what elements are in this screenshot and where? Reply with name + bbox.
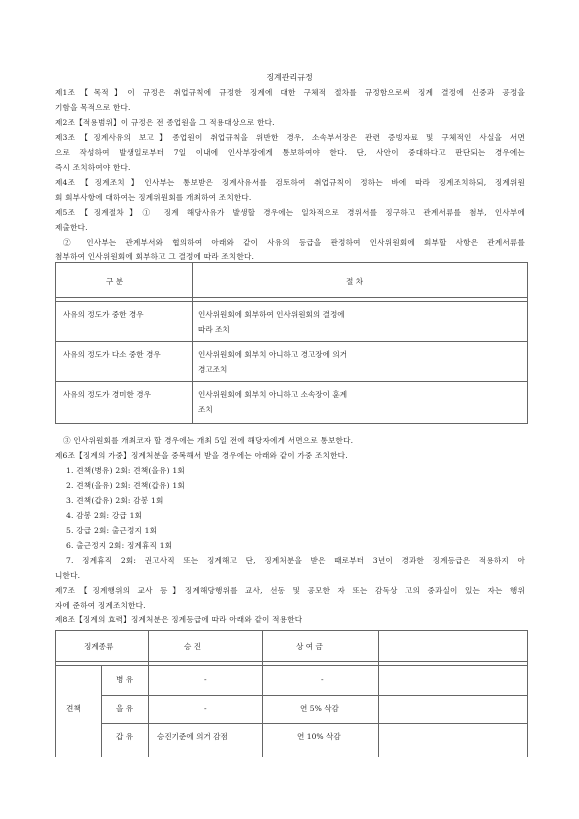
article-5-item-2-line-1: ② 인사부는 관계부서와 협의하여 아래와 같이 사유의 등급을 판정하여 인사위원회에 회부할 사항은 관계서류를 — [63, 238, 525, 247]
article-6: 제6조【징계의 가중】징계처분을 중복해서 받을 경우에는 아래와 같이 가중 조치한다. — [55, 451, 348, 460]
article-5-line-1: 제5조【징계절차】① 징계 해당사유가 발생할 경우에는 일차적으로 경위서를 징구하고 관계서류를 첨부, 인사부에 — [55, 208, 525, 217]
article-3-line-3: 즉시 조치하여야 한다. — [55, 163, 131, 172]
aggravation-item-4: 4. 감봉 2회: 강급 1회 — [66, 511, 143, 520]
article-4-line-2: 회 회부사항에 대하여는 징계위원회를 개최하여 조치한다. — [55, 193, 252, 202]
aggravation-item-7-line-1: 7. 징계휴직 2회: 권고사직 또는 징계해고 단, 징계처분을 받은 때로부터 3년이 경과한 징계등급은 적용하지 아 — [66, 556, 525, 565]
article-2: 제2조【적용범위】이 규정은 전 종업원을 그 적용대상으로 한다. — [55, 118, 275, 127]
article-4-line-1: 제4조【징계조치】인사부는 통보받은 징계사유서를 검토하여 취업규칙이 정하는 바에 따라 징계조치하되, 징계위원 — [55, 178, 525, 187]
procedure-table — [55, 262, 528, 424]
procedure-row-3-category: 사유의 정도가 경미한 경우 — [63, 390, 151, 399]
effect-table-header-type: 징계종류 — [84, 642, 114, 651]
article-3-line-2: 으로 작성하여 발생일로부터 7일 이내에 인사부장에게 통보하여야 한다. 단, 사안이 중대하다고 판단되는 경우에는 — [55, 148, 525, 157]
article-7-line-2: 자에 준하여 징계조치한다. — [55, 601, 146, 610]
effect-row-2-grade: 을 유 — [116, 704, 134, 713]
procedure-row-2-category: 사유의 정도가 다소 중한 경우 — [63, 350, 161, 359]
article-5-item-2-line-2: 첨부하여 인사위원회에 회부하고 그 결정에 따라 조치한다. — [55, 252, 255, 261]
effect-table — [55, 630, 528, 757]
document-title: 징계관리규정 — [266, 73, 313, 82]
article-1-line-1: 제1조【목적】이 규정은 취업규칙에 규정한 징계에 대한 구체적 절차를 규정함으로써 징계 결정에 신중과 공정을 — [55, 88, 525, 97]
article-8: 제8조【징계의 효력】징계처분은 징계등급에 따라 아래와 같이 적용한다 — [55, 615, 303, 624]
effect-table-group-label: 견책 — [66, 704, 81, 713]
procedure-row-1-procedure-line-1: 인사위원회에 회부하여 인사위원회의 결정에 — [198, 310, 345, 319]
aggravation-item-1: 1. 견책(병유) 2회: 견책(을유) 1회 — [66, 466, 185, 475]
aggravation-item-7-line-2: 니한다. — [55, 571, 81, 580]
procedure-table-header-category: 구 분 — [106, 277, 124, 286]
article-7-line-1: 제7조【징계행위의 교사 등】징계해당행위를 교사, 선동 및 공모한 자 또는 감독상 고의 중과실이 있는 자는 행위 — [55, 586, 525, 595]
aggravation-item-2: 2. 견책(을유) 2회: 견책(갑유) 1회 — [66, 481, 185, 490]
article-3-line-1: 제3조【징계사유의 보고】종업원이 취업규칙을 위반한 경우, 소속부서장은 관련 증빙자료 및 구체적인 사실을 서면 — [55, 133, 525, 142]
effect-row-3-grade: 갑 유 — [116, 732, 134, 741]
effect-row-2-bonus: 연 5% 삭감 — [300, 704, 339, 713]
effect-row-3-promotion: 승진기준에 의거 감점 — [157, 732, 228, 741]
procedure-row-3-procedure-line-1: 인사위원회에 회부치 아니하고 소속장이 훈계 — [198, 390, 348, 399]
article-5-item-3: ③ 인사위원회를 개최코자 할 경우에는 개최 5일 전에 해당자에게 서면으로 통보한다. — [63, 436, 354, 445]
procedure-table-header-procedure: 절 차 — [346, 277, 364, 286]
effect-table-header-bonus: 상 여 금 — [296, 642, 323, 651]
procedure-row-2-procedure-line-2: 경고조치 — [198, 365, 228, 374]
procedure-row-1-category: 사유의 정도가 중한 경우 — [63, 310, 144, 319]
aggravation-item-5: 5. 강급 2회: 출근정지 1회 — [66, 526, 158, 535]
effect-row-1-promotion: - — [204, 675, 207, 684]
effect-table-header-promotion: 승 진 — [184, 642, 202, 651]
effect-row-2-promotion: - — [204, 704, 207, 713]
aggravation-item-3: 3. 견책(갑유) 2회: 감봉 1회 — [66, 496, 164, 505]
aggravation-item-6: 6. 출근정지 2회: 징계휴직 1회 — [66, 541, 173, 550]
article-1-line-2: 기함을 목적으로 한다. — [55, 103, 131, 112]
effect-row-1-grade: 병 유 — [116, 675, 134, 684]
effect-row-1-bonus: - — [321, 675, 324, 684]
procedure-row-2-procedure-line-1: 인사위원회에 회부치 아니하고 경고장에 의거 — [198, 350, 348, 359]
effect-row-3-bonus: 연 10% 삭감 — [297, 732, 341, 741]
procedure-row-1-procedure-line-2: 따라 조치 — [198, 325, 230, 334]
article-5-line-2: 제출한다. — [55, 223, 88, 232]
procedure-row-3-procedure-line-2: 조치 — [198, 405, 213, 414]
